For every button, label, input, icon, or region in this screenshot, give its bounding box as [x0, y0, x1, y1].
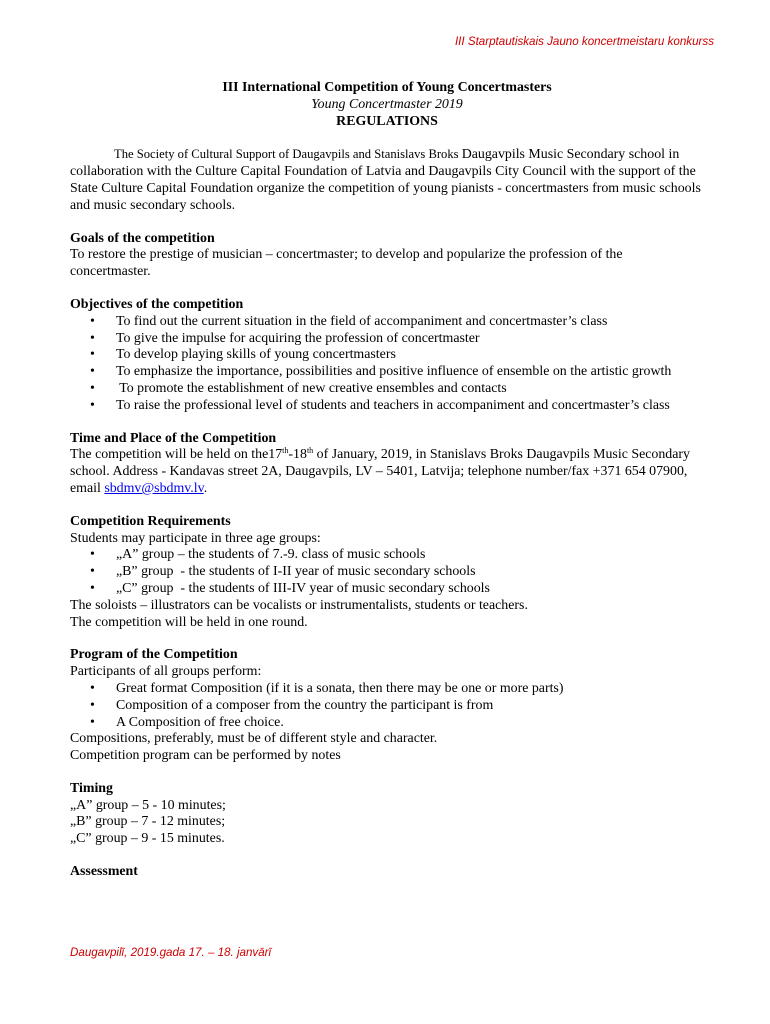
program-heading: Program of the Competition: [70, 647, 238, 663]
bullet-icon: •: [90, 380, 95, 396]
list-item-text: To find out the current situation in the field of accompaniment and concertmaster’s class: [116, 313, 608, 329]
requirements-soloists: The soloists – illustrators can be vocalists or instrumentalists, students or teachers.: [70, 597, 528, 613]
list-item-text: To give the impulse for acquiring the profession of concertmaster: [116, 330, 480, 346]
bullet-icon: •: [90, 397, 95, 413]
program-notes-note: Competition program can be performed by notes: [70, 748, 341, 764]
bullet-icon: •: [90, 564, 95, 580]
age-groups-list: [70, 547, 704, 597]
intro-part1: The Society of Cultural Support of Daugavpils and Stanislavs Broks: [114, 147, 462, 162]
time-place-part4: .: [203, 480, 208, 496]
time-place-text: [70, 447, 704, 497]
bullet-icon: •: [90, 313, 95, 329]
list-item: [70, 364, 704, 381]
page-header: III Starptautiskais Jauno koncertmeistaru konkurss: [454, 35, 714, 48]
list-item-text: A Composition of free choice.: [116, 714, 284, 730]
requirements-intro: Students may participate in three age groups:: [70, 530, 321, 546]
bullet-icon: •: [90, 580, 95, 596]
goals-heading: Goals of the competition: [70, 230, 215, 246]
list-item-text: „B” group - the students of I-II year of music secondary schools: [116, 564, 476, 580]
bullet-icon: •: [90, 347, 95, 363]
time-place-part2: -18: [288, 447, 307, 463]
list-item-text: To develop playing skills of young concertmasters: [116, 347, 396, 363]
timing-line: „C” group – 9 - 15 minutes.: [70, 831, 225, 847]
goals-text: To restore the prestige of musician – concertmaster; to develop and popularize the profession of the concertmaster.: [70, 247, 623, 280]
list-item-text: To promote the establishment of new creative ensembles and contacts: [116, 380, 507, 396]
list-item: [70, 547, 704, 564]
bullet-icon: •: [90, 680, 95, 696]
list-item: [70, 331, 704, 348]
page-footer: Daugavpilī, 2019.gada 17. – 18. janvārī: [70, 946, 272, 959]
objectives-heading: Objectives of the competition: [70, 296, 244, 312]
timing-heading: Timing: [70, 780, 113, 796]
program-list: [70, 681, 704, 731]
email-link[interactable]: sbdmv@sbdmv.lv: [104, 480, 204, 496]
ordinal-suffix: th: [282, 446, 289, 456]
list-item-text: Great format Composition (if it is a sonata, then there may be one or more parts): [116, 680, 564, 696]
list-item: [70, 347, 704, 364]
list-item-text: Composition of a composer from the country the participant is from: [116, 697, 494, 713]
timing-line: „A” group – 5 - 10 minutes;: [70, 797, 226, 813]
list-item: [70, 398, 704, 415]
objectives-list: [70, 314, 704, 415]
program-style-note: Compositions, preferably, must be of different style and character.: [70, 731, 438, 747]
time-place-part3: of January, 2019, in Stanislavs Broks Daugavpils Music Secondary school. Address - Kandavas street 2A, Daugavpils, LV – 5401, Latvija; telephone number/fax +371 654 07900, email: [70, 447, 690, 496]
title-main: III International Competition of Young Concertmasters: [222, 80, 552, 95]
program-intro: Participants of all groups perform:: [70, 664, 262, 680]
title-regulations: REGULATIONS: [336, 113, 438, 129]
intro-paragraph: [70, 146, 704, 214]
requirements-round: The competition will be held in one round.: [70, 614, 308, 630]
title-subtitle: Young Concertmaster 2019: [311, 96, 463, 112]
list-item-text: „A” group – the students of 7.-9. class of music schools: [116, 547, 426, 563]
list-item: [70, 681, 704, 698]
intro-part2: Daugavpils Music Secondary school in collaboration with the Culture Capital Foundation of Latvia and Daugavpils City Council with the support of the State Culture Capital Foundation organize the competition of young pianists - concertmasters from music schools and music secondary schools.: [70, 147, 701, 213]
bullet-icon: •: [90, 547, 95, 563]
bullet-icon: •: [90, 364, 95, 380]
time-place-heading: Time and Place of the Competition: [70, 430, 277, 446]
bullet-icon: •: [90, 330, 95, 346]
title-block: [70, 80, 704, 130]
time-place-part1: The competition will be held on the17: [70, 447, 283, 463]
assessment-heading: Assessment: [70, 864, 138, 880]
list-item: [70, 581, 704, 598]
list-item-text: To emphasize the importance, possibilities and positive influence of ensemble on the artistic growth: [116, 364, 672, 380]
requirements-heading: Competition Requirements: [70, 513, 231, 529]
timing-line: „B” group – 7 - 12 minutes;: [70, 814, 226, 830]
bullet-icon: •: [90, 714, 95, 730]
list-item: [70, 564, 704, 581]
list-item: [70, 381, 704, 398]
list-item: [70, 698, 704, 715]
list-item: [70, 715, 704, 732]
list-item-text: To raise the professional level of students and teachers in accompaniment and concertmaster’s class: [116, 397, 670, 413]
document-body: [70, 80, 704, 881]
ordinal-suffix: th: [306, 446, 314, 456]
bullet-icon: •: [90, 697, 95, 713]
list-item-text: „C” group - the students of III-IV year of music secondary schools: [116, 580, 490, 596]
list-item: [70, 314, 704, 331]
